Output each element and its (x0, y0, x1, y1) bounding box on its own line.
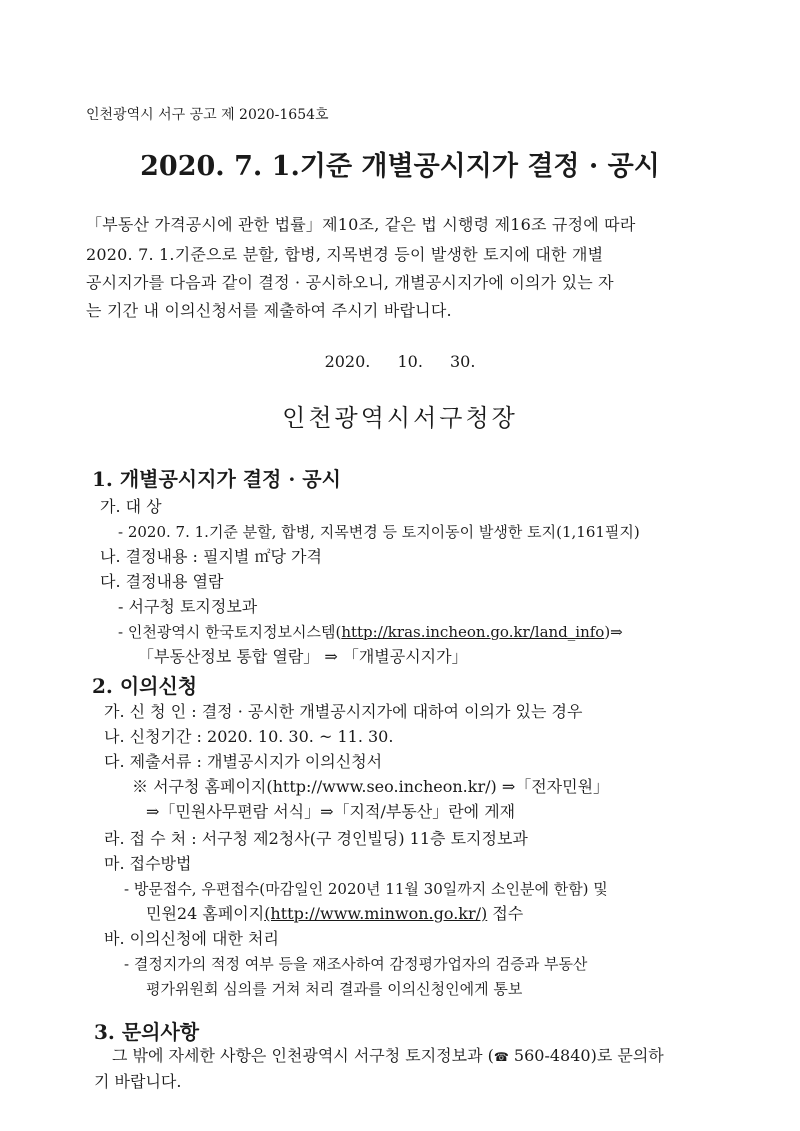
kras-link[interactable]: http://kras.incheon.go.kr/land_info (341, 623, 605, 641)
minwon-link[interactable]: (http://www.minwon.go.kr/) (264, 904, 488, 923)
section-2-item-da: 다. 제출서류 : 개별공시지가 이의신청서 (104, 752, 383, 771)
phone-icon: ☎ (493, 1049, 509, 1064)
intro-line-2: 2020. 7. 1.기준으로 분할, 합병, 지목변경 등이 발생한 토지에 대한 개별 (86, 245, 604, 264)
section-2-item-da-note-2: ⇒「민원사무편람 서식」⇒「지적/부동산」란에 게재 (146, 802, 516, 821)
section-2-item-ra: 라. 접 수 처 : 서구청 제2청사(구 경인빌딩) 11층 토지정보과 (104, 829, 528, 848)
section-1-item-na: 나. 결정내용 : 필지별 ㎡당 가격 (100, 547, 322, 566)
section-2-title: 2. 이의신청 (92, 674, 198, 698)
section-2-item-ba: 바. 이의신청에 대한 처리 (104, 929, 279, 948)
section-1-item-da-1: - 서구청 토지정보과 (118, 597, 258, 616)
section-2-item-na: 나. 신청기간 : 2020. 10. 30. ~ 11. 30. (104, 727, 394, 746)
section-2-item-ma: 마. 접수방법 (104, 854, 192, 873)
kras-prefix: - 인천광역시 한국토지정보시스템( (118, 623, 342, 641)
notice-date: 2020. 10. 30. (324, 352, 476, 371)
page-title: 2020. 7. 1.기준 개별공시지가 결정 · 공시 (140, 151, 660, 182)
section-3-line-2: 기 바랍니다. (94, 1072, 182, 1091)
intro-line-1: 「부동산 가격공시에 관한 법률」제10조, 같은 법 시행령 제16조 규정에 따라 (86, 215, 636, 234)
section-2-item-da-note-1: ※ 서구청 홈페이지(http://www.seo.incheon.kr/) ⇒「전자민원」 (132, 777, 610, 796)
section-1-item-da-3: 「부동산정보 통합 열람」 ⇒ 「개별공시지가」 (138, 647, 468, 666)
section-1-title: 1. 개별공시지가 결정 · 공시 (92, 467, 341, 491)
section-3-title: 3. 문의사항 (94, 1020, 200, 1044)
intro-line-3: 공시지가를 다음과 같이 결정 · 공시하오니, 개별공시지가에 이의가 있는 자 (86, 273, 614, 292)
section-1-item-ga-detail: - 2020. 7. 1.기준 분할, 합병, 지목변경 등 토지이동이 발생한 토지(1,161필지) (118, 523, 640, 541)
section-1-item-da: 다. 결정내용 열람 (100, 572, 224, 591)
section-1-item-ga: 가. 대 상 (100, 497, 162, 516)
section-2-item-ba-1: - 결정지가의 적정 여부 등을 재조사하여 감정평가업자의 검증과 부동산 (124, 955, 588, 973)
issuer: 인천광역시서구청장 (282, 404, 518, 432)
section-2-item-ma-1: - 방문접수, 우편접수(마감일인 2020년 11월 30일까지 소인분에 한함) 및 (124, 880, 608, 898)
section-3-line-1 (112, 1045, 664, 1068)
contact-prefix: 그 밖에 자세한 사항은 인천광역시 서구청 토지정보과 ( (112, 1046, 494, 1065)
contact-suffix: )로 문의하 (590, 1046, 664, 1065)
section-2-item-ba-2: 평가위원회 심의를 거쳐 처리 결과를 이의신청인에게 통보 (146, 980, 523, 998)
intro-line-4: 는 기간 내 이의신청서를 제출하여 주시기 바랍니다. (86, 301, 452, 320)
section-2-item-ma-2 (146, 903, 523, 925)
minwon-prefix: 민원24 홈페이지 (146, 904, 265, 923)
section-1-item-da-2 (118, 621, 623, 643)
contact-phone: 560-4840 (508, 1046, 591, 1065)
notice-number: 인천광역시 서구 공고 제 2020-1654호 (86, 107, 329, 123)
kras-suffix: )⇒ (604, 623, 623, 641)
section-2-item-ga: 가. 신 청 인 : 결정 · 공시한 개별공시지가에 대하여 이의가 있는 경우 (104, 702, 583, 721)
minwon-suffix: 접수 (487, 904, 524, 923)
